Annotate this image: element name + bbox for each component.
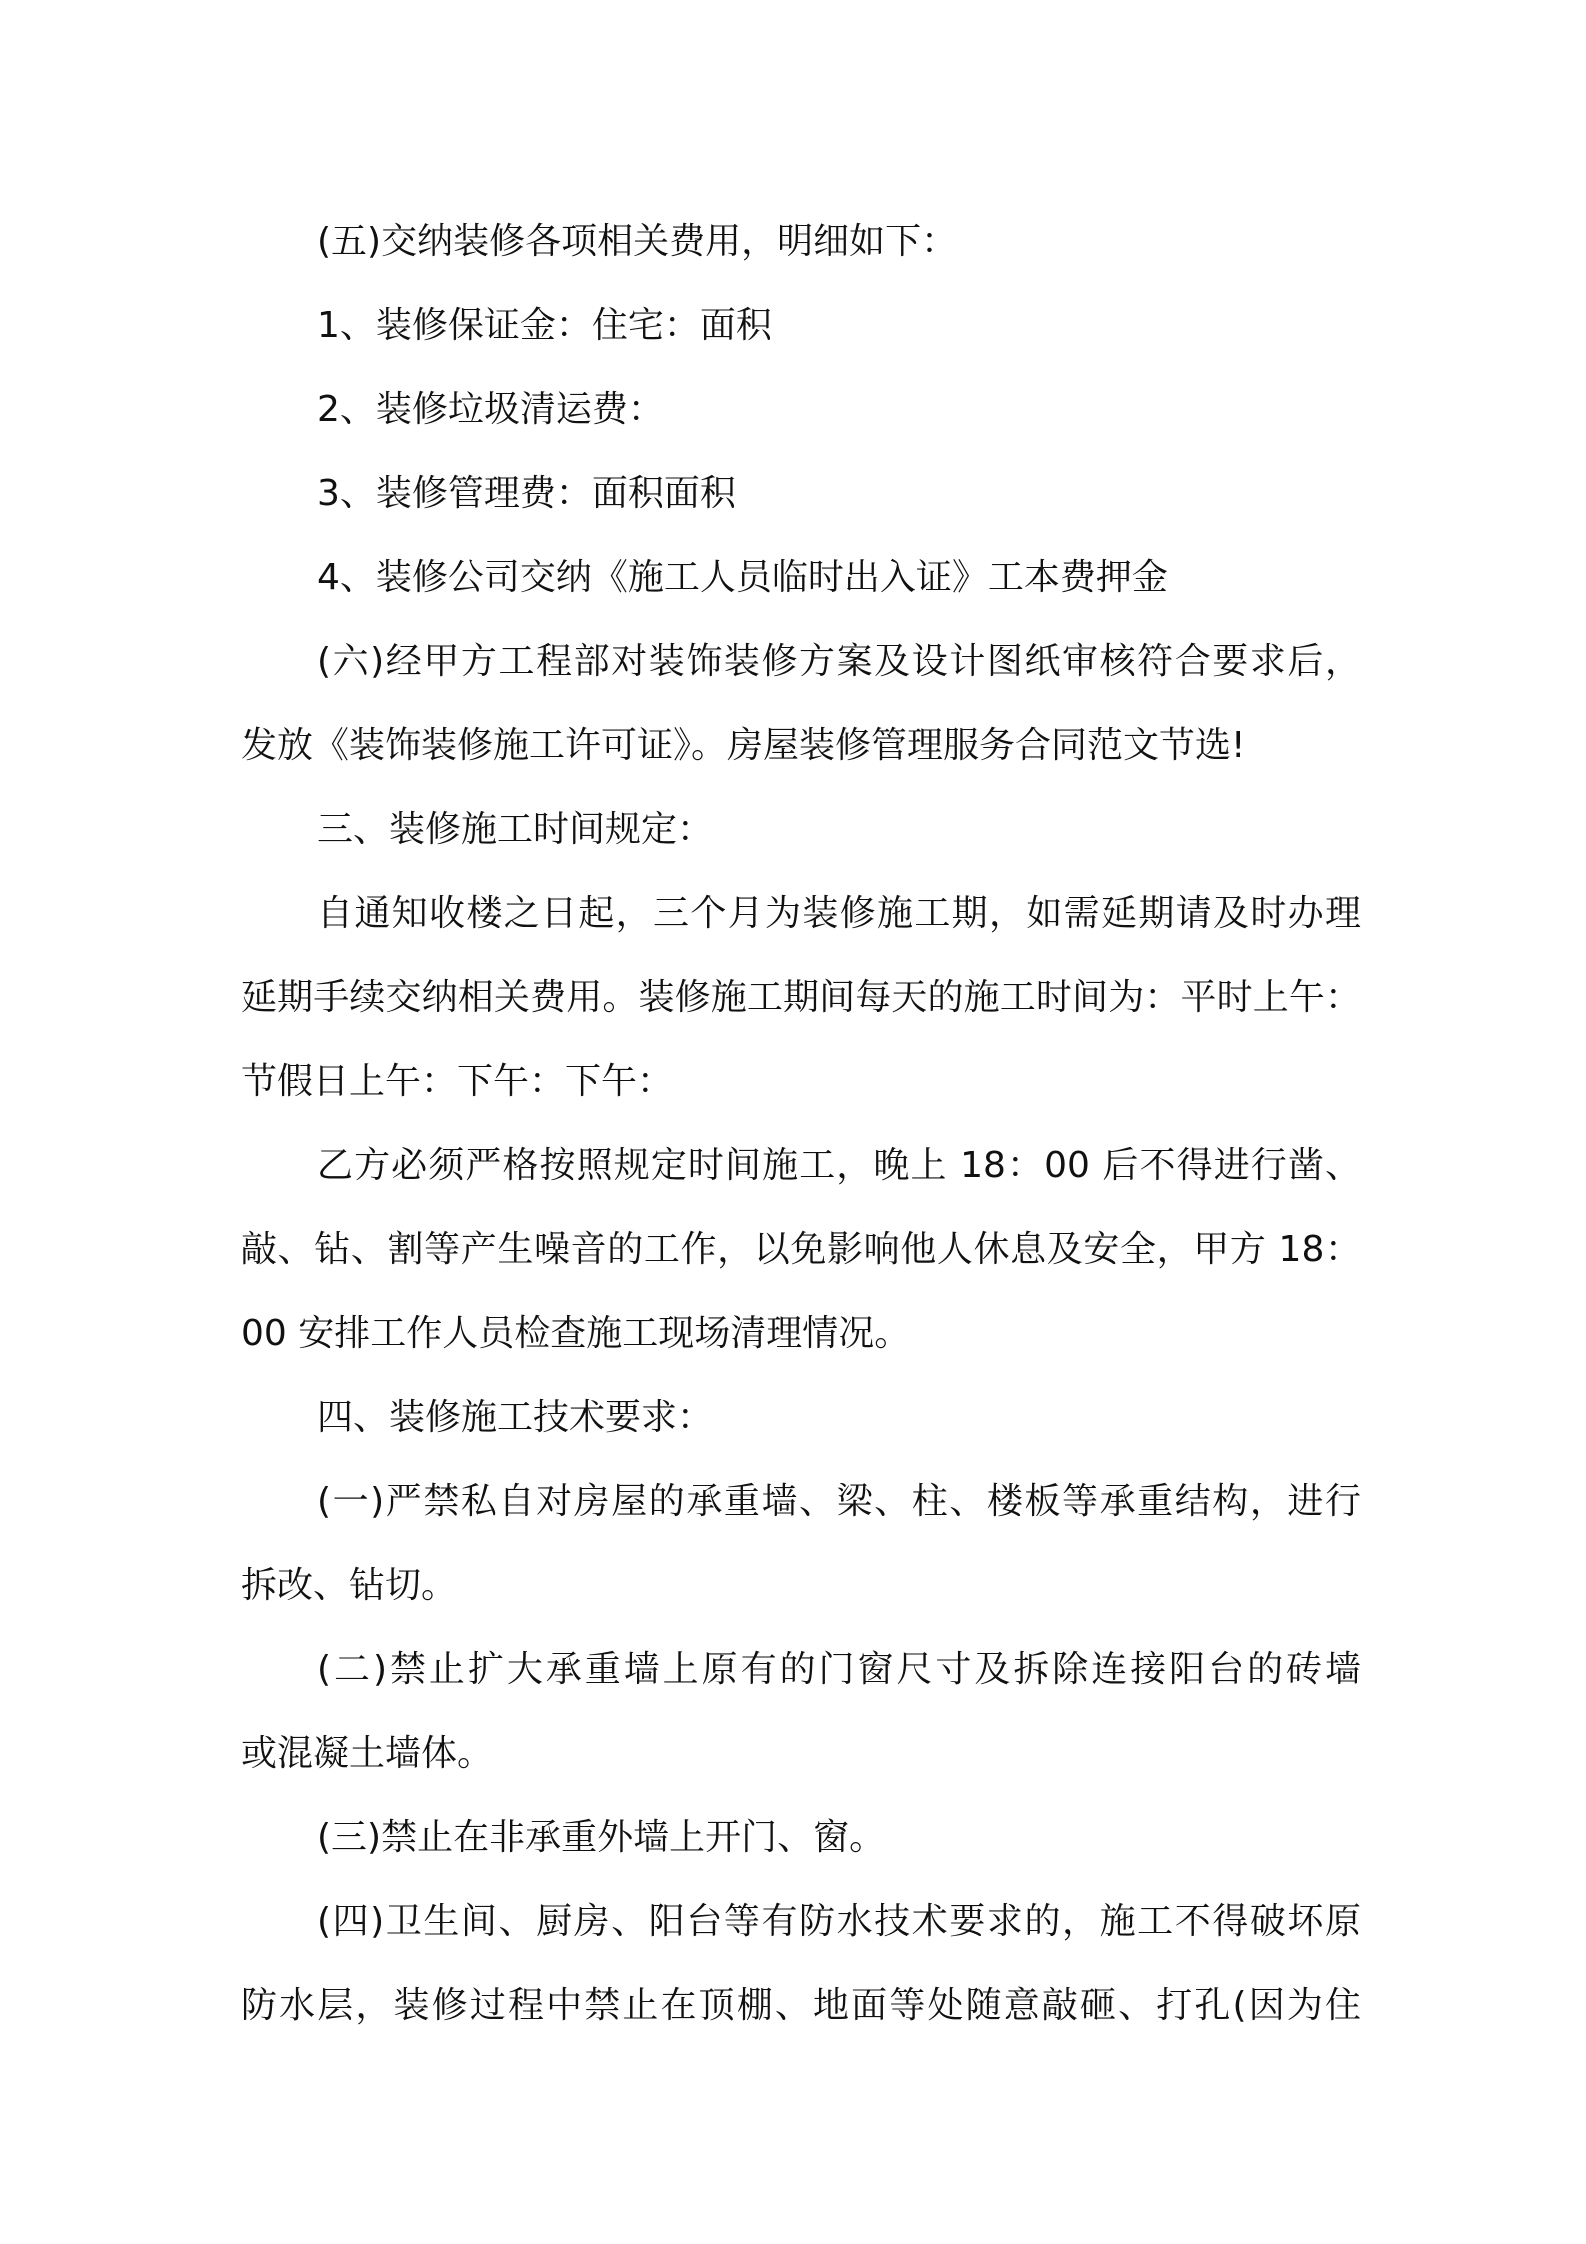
text-line: 敲、钻、割等产生噪音的工作，以免影响他人休息及安全，甲方 18：: [241, 1229, 1361, 1270]
text-line: 4、装修公司交纳《施工人员临时出入证》工本费押金: [317, 557, 1168, 598]
text-line: (二)禁止扩大承重墙上原有的门窗尺寸及拆除连接阳台的砖墙: [317, 1649, 1361, 1690]
text-line: (四)卫生间、厨房、阳台等有防水技术要求的，施工不得破坏原: [317, 1901, 1361, 1942]
text-line: 3、装修管理费：面积面积: [317, 473, 736, 514]
text-line: (五)交纳装修各项相关费用，明细如下：: [317, 221, 958, 262]
section-heading: 四、装修施工技术要求：: [317, 1397, 714, 1438]
text-line: 自通知收楼之日起，三个月为装修施工期，如需延期请及时办理: [317, 893, 1361, 934]
text-line: 1、装修保证金：住宅：面积: [317, 305, 772, 346]
text-line: 防水层，装修过程中禁止在顶棚、地面等处随意敲砸、打孔(因为住: [241, 1985, 1361, 2026]
document-body: [241, 200, 1361, 2048]
text-line: 2、装修垃圾清运费：: [317, 389, 664, 430]
text-line: (六)经甲方工程部对装饰装修方案及设计图纸审核符合要求后，: [317, 641, 1361, 682]
text-line: (一)严禁私自对房屋的承重墙、梁、柱、楼板等承重结构，进行: [317, 1481, 1361, 1522]
text-line: (三)禁止在非承重外墙上开门、窗。: [317, 1817, 886, 1858]
text-line: 发放《装饰装修施工许可证》。房屋装修管理服务合同范文节选!: [241, 725, 1246, 766]
text-line: 00 安排工作人员检查施工现场清理情况。: [241, 1313, 911, 1354]
text-line: 拆改、钻切。: [241, 1565, 458, 1606]
text-line: 延期手续交纳相关费用。装修施工期间每天的施工时间为：平时上午：: [241, 977, 1361, 1018]
text-line: 乙方必须严格按照规定时间施工，晚上 18：00 后不得进行凿、: [317, 1145, 1361, 1186]
section-heading: 三、装修施工时间规定：: [317, 809, 714, 850]
text-line: 节假日上午：下午：下午：: [241, 1061, 674, 1102]
text-line: 或混凝土墙体。: [241, 1733, 494, 1774]
